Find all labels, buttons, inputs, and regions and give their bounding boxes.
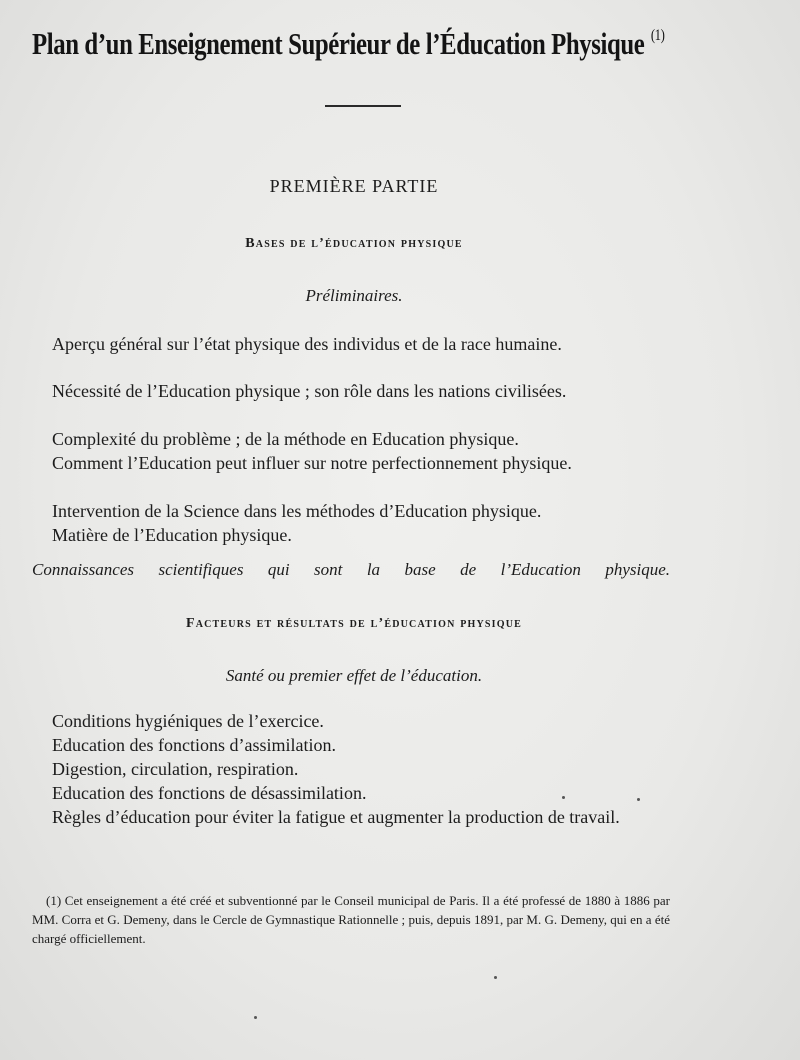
closing-italic-line: Connaissances scientifiques qui sont la base de l’Education physique. (32, 560, 670, 579)
paragraph-comment: Comment l’Education peut influer sur notre perfectionnement physique. (52, 453, 572, 473)
print-speck (494, 976, 497, 979)
print-speck (637, 798, 640, 801)
section-heading-facteurs: Facteurs et résultats de l’éducation physique (185, 616, 523, 631)
list-item-assimilation: Education des fonctions d’assimilation. (52, 735, 336, 755)
paragraph-intervention: Intervention de la Science dans les méthodes d’Education physique. (52, 501, 542, 521)
paragraph-necessite: Nécessité de l’Education physique ; son rôle dans les nations civilisées. (52, 381, 567, 401)
list-item-conditions: Conditions hygiéniques de l’exercice. (52, 711, 324, 731)
footnote: (1) Cet enseignement a été créé et subventionné par le Conseil municipal de Paris. Il a été professé de 1880 à 1886 par MM. Corra et G. Demeny, dans le Cercle de Gymnastique Rationnelle ; puis, depuis 1891, par M. G. Demeny, qui en a été chargé officiellement. (32, 893, 670, 946)
subheading-preliminaires: Préliminaires. (305, 286, 403, 305)
paragraph-complexite: Complexité du problème ; de la méthode en Education physique. (52, 429, 519, 449)
title-divider (325, 105, 401, 107)
part-title: PREMIÈRE PARTIE (269, 176, 439, 196)
print-speck (562, 796, 565, 799)
page-title-text: Plan d’un Enseignement Supérieur de l’Éducation Physique (32, 26, 645, 61)
subheading-sante: Santé ou premier effet de l’éducation. (225, 666, 483, 685)
list-item-desassimilation: Education des fonctions de désassimilation. (52, 783, 367, 803)
paragraph-regles: Règles d’éducation pour éviter la fatigue et augmenter la production de travail. (52, 807, 620, 827)
page-title (32, 26, 665, 62)
print-speck (254, 1016, 257, 1019)
list-item-digestion: Digestion, circulation, respiration. (52, 759, 299, 779)
section-heading-bases: Bases de l’éducation physique (245, 236, 463, 251)
paragraph-apercu: Aperçu général sur l’état physique des individus et de la race humaine. (52, 334, 562, 354)
footnote-marker: (1) (650, 27, 665, 44)
paragraph-matiere: Matière de l’Education physique. (52, 525, 292, 545)
